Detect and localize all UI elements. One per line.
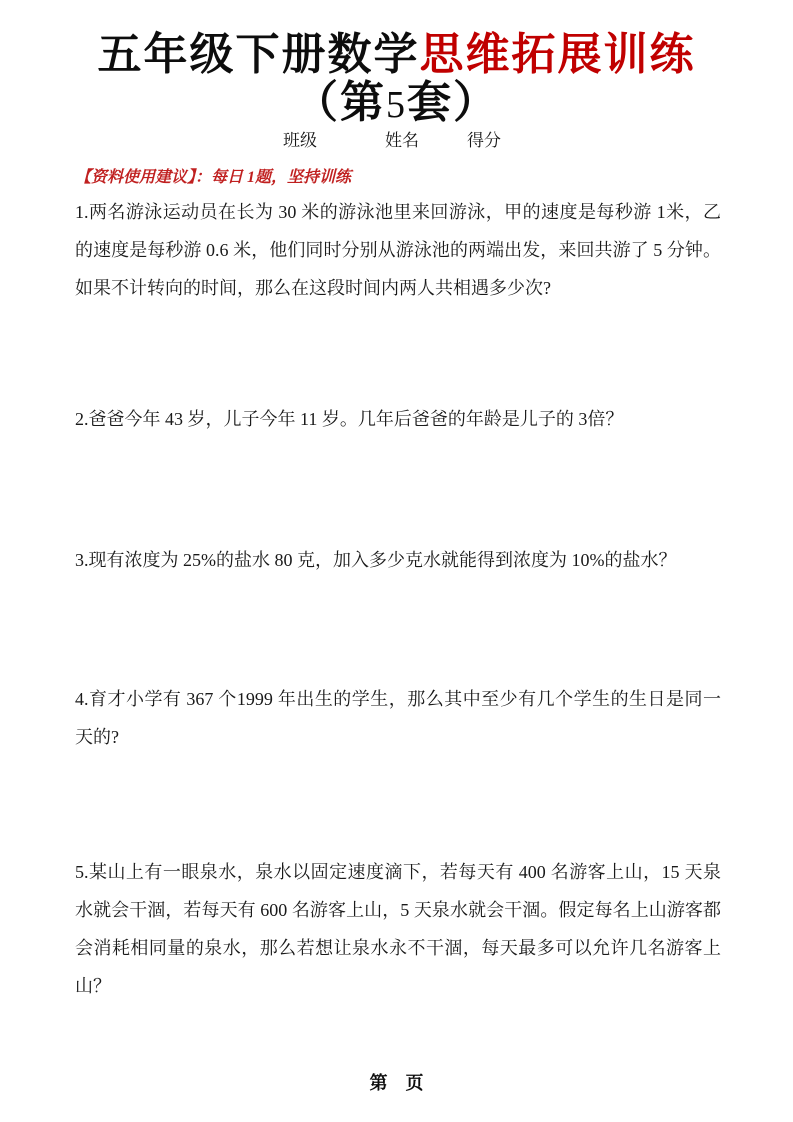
score-field-label: 得分: [467, 131, 501, 150]
usage-advice-note: 【资料使用建议】：每日 1题，坚持训练: [75, 169, 352, 186]
question-1: 1.两名游泳运动员在长为 30 米的游泳池里来回游泳，甲的速度是每秒游 1米，乙的速度是每秒游 0.6 米，他们同时分别从游泳池的两端出发，来回共游了 5 分钟。如果不计转向的时间，那么在这段时间内两人共相遇多少次?: [75, 202, 721, 298]
header-fields-row: [0, 129, 793, 153]
subtitle-close: 套）: [407, 78, 499, 127]
name-field-label: 姓名: [385, 131, 419, 150]
page-title: [0, 30, 793, 80]
question-4: 4.育才小学有 367 个1999 年出生的学生，那么其中至少有几个学生的生日是同一天的?: [75, 689, 721, 747]
class-field-label: 班级: [283, 131, 317, 150]
title-text-red: 思维拓展训练: [419, 30, 696, 79]
subtitle-open: （第: [294, 78, 386, 127]
title-text-black: 五年级下册数学: [97, 30, 420, 79]
page-subtitle: [0, 78, 793, 130]
question-5: 5.某山上有一眼泉水，泉水以固定速度滴下，若每天有 400 名游客上山，15 天泉水就会干涸，若每天有 600 名游客上山，5 天泉水就会干涸。假定每名上山游客都会消耗相同量的泉水，那么若想让泉水永不干涸，每天最多可以允许几名游客上山？: [75, 862, 721, 996]
question-3: 3.现有浓度为 25%的盐水 80 克，加入多少克水就能得到浓度为 10%的盐水？: [75, 550, 677, 570]
page-footer: 第 页: [369, 1073, 424, 1093]
subtitle-set-number: 5: [386, 84, 407, 126]
question-2: 2.爸爸今年 43 岁，儿子今年 11 岁。几年后爸爸的年龄是儿子的 3倍？: [75, 409, 624, 429]
